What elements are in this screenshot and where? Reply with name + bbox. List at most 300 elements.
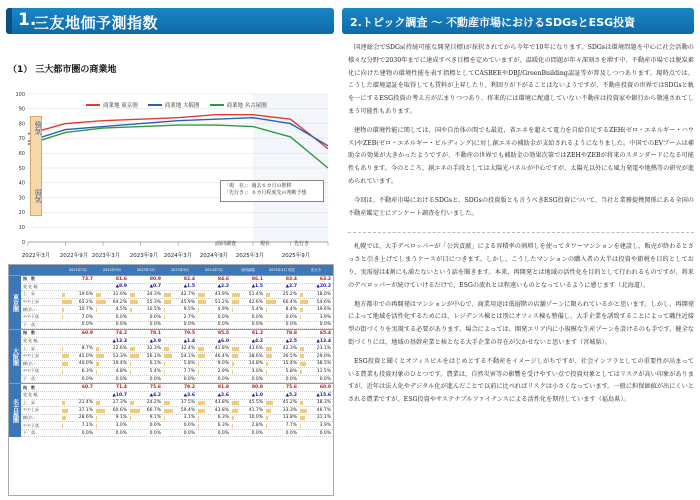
pred-label-outlook: 先行き bbox=[294, 241, 310, 247]
cell-value: 10.7% bbox=[78, 307, 93, 313]
table-cell bbox=[95, 353, 129, 360]
table-cell bbox=[129, 430, 163, 437]
share-bar bbox=[96, 409, 105, 413]
cell-value: 41.8% bbox=[214, 346, 229, 352]
bullish-label: 強気 bbox=[34, 121, 42, 135]
cell-value: ▲10.7 bbox=[112, 392, 127, 398]
table-cell bbox=[299, 376, 333, 383]
note-line: 「現 在」：過去６カ月の推移 bbox=[224, 183, 292, 189]
section-title: 三友地価予測指数 bbox=[34, 14, 159, 32]
share-bar bbox=[62, 370, 63, 374]
row-label: 指 数 bbox=[23, 330, 35, 336]
article-paragraph: 建物の環境性能に関しては、国や自治体の間でも最近、省エネを超えて電力を自給自足するZEH(ゼロ・エネルギー・ハウス)やZEB(ゼロ・エネルギー・ビルディング)に対し創エネの補助金が支給されるようになりました。中国でのEVブームは補助金の効果が大きかったようですが、不動産の世界でも補助金の効果次第ではZEHやZEBが将来のスタンダードになる可能性もあります。今のところ、創エネの手段としては太陽光パネルが中心ですが、太陽光以外にも風力発電や地熱等の研究が進められています。 bbox=[348, 126, 695, 185]
table-cell bbox=[61, 306, 95, 313]
share-bar bbox=[300, 424, 301, 428]
table-cell bbox=[265, 322, 299, 329]
table-cell bbox=[61, 314, 95, 321]
table-cell bbox=[61, 407, 95, 414]
table-cell bbox=[95, 299, 129, 306]
share-bar bbox=[266, 416, 268, 420]
table-cell bbox=[95, 368, 129, 375]
cell-value: 4.9% bbox=[217, 307, 229, 313]
cell-value: 45.5% bbox=[248, 400, 263, 406]
share-bar bbox=[266, 300, 276, 304]
cell-value: 0.0% bbox=[183, 423, 195, 429]
table-cell bbox=[129, 322, 163, 329]
cell-value: 54.6% bbox=[316, 299, 331, 305]
cell-value: 63.2 bbox=[319, 276, 331, 282]
share-bar bbox=[198, 416, 199, 420]
cell-value: 9.1% bbox=[149, 415, 161, 421]
table-cell bbox=[61, 384, 95, 391]
cell-value: 0.0% bbox=[149, 376, 161, 382]
share-bar bbox=[232, 354, 238, 358]
cell-value: ▲0.7 bbox=[149, 284, 161, 290]
table-cell bbox=[95, 284, 129, 291]
cell-value: 2.8% bbox=[251, 423, 263, 429]
table-cell bbox=[299, 368, 333, 375]
cell-value: 45.9% bbox=[180, 299, 195, 305]
cell-value: 10.0% bbox=[248, 415, 263, 421]
table-cell bbox=[299, 322, 333, 329]
table-cell bbox=[265, 330, 299, 337]
y-tick-label: 70 bbox=[18, 136, 25, 143]
share-bar bbox=[198, 347, 204, 351]
legend-item-osaka bbox=[148, 101, 200, 109]
table-row bbox=[21, 330, 333, 338]
legend-label: 商業地 名古屋圏 bbox=[226, 103, 267, 109]
table-cell bbox=[95, 422, 129, 429]
cell-value: 55.3% bbox=[146, 299, 161, 305]
table-row bbox=[21, 415, 333, 423]
cell-value: 66.4% bbox=[282, 299, 297, 305]
cell-value: 28.6% bbox=[78, 415, 93, 421]
region-label: 東京圏 bbox=[9, 276, 21, 329]
share-bar bbox=[62, 293, 65, 297]
table-cell bbox=[231, 299, 265, 306]
table-cell bbox=[265, 400, 299, 407]
cell-value: 0.0% bbox=[285, 430, 297, 436]
table-cell bbox=[61, 322, 95, 329]
table-cell bbox=[95, 276, 129, 283]
cell-value: ▲1.0 bbox=[251, 392, 263, 398]
cell-value: 6.1% bbox=[149, 361, 161, 367]
share-bar bbox=[266, 308, 267, 312]
cell-value: 10.5% bbox=[146, 307, 161, 313]
share-bar bbox=[300, 370, 302, 374]
table-cell bbox=[95, 361, 129, 368]
row-label: 指 数 bbox=[23, 276, 35, 282]
cell-value: 60.9 bbox=[81, 330, 93, 336]
cell-value: 82.4 bbox=[183, 276, 195, 282]
row-label: 横ばい bbox=[23, 414, 35, 420]
cell-value: 29.0% bbox=[316, 353, 331, 359]
share-bar bbox=[96, 401, 100, 405]
cell-value: ▲13.4 bbox=[316, 338, 331, 344]
table-cell bbox=[265, 392, 299, 399]
share-bar bbox=[130, 354, 139, 358]
share-bar bbox=[96, 354, 104, 358]
cell-value: ▲4.2 bbox=[149, 392, 161, 398]
table-cell bbox=[163, 376, 197, 383]
table-row bbox=[21, 322, 333, 330]
table-cell bbox=[231, 361, 265, 368]
table-region bbox=[9, 383, 333, 437]
cell-value: 0.0% bbox=[183, 376, 195, 382]
table-cell bbox=[231, 353, 265, 360]
table-cell bbox=[95, 392, 129, 399]
table-cell bbox=[197, 276, 231, 283]
cell-value: 78.8 bbox=[285, 330, 297, 336]
legend-swatch bbox=[210, 104, 224, 106]
cell-value: 3.0% bbox=[251, 368, 263, 374]
table-cell bbox=[129, 376, 163, 383]
cell-value: 7.7% bbox=[285, 423, 297, 429]
table-row bbox=[21, 422, 333, 430]
cell-value: 9.1% bbox=[115, 415, 127, 421]
share-bar bbox=[96, 416, 97, 420]
cell-value: 22.6% bbox=[112, 346, 127, 352]
table-cell bbox=[265, 306, 299, 313]
share-bar bbox=[62, 362, 68, 366]
table-header-cell: 2022年3月 bbox=[68, 268, 88, 272]
cell-value: ▲15.6 bbox=[316, 392, 331, 398]
table-cell bbox=[95, 322, 129, 329]
cell-value: 75.6 bbox=[149, 385, 161, 391]
cell-value: 8.4% bbox=[285, 307, 297, 313]
table-header-lead bbox=[9, 265, 61, 275]
table-cell bbox=[95, 291, 129, 298]
share-bar bbox=[232, 300, 239, 304]
cell-value: ▲2.5 bbox=[285, 338, 297, 344]
cell-value: 5.4% bbox=[251, 307, 263, 313]
note-line: 「先行き」：６カ月程度先の判断予想 bbox=[224, 190, 307, 196]
cell-value: 78.1 bbox=[149, 330, 161, 336]
table-cell bbox=[299, 422, 333, 429]
legend-item-nagoya bbox=[210, 101, 267, 109]
share-bar bbox=[266, 409, 271, 413]
row-label: 変 化 幅 bbox=[23, 392, 38, 398]
share-bar bbox=[96, 370, 97, 374]
region-rows bbox=[21, 330, 333, 383]
table-cell bbox=[61, 345, 95, 352]
table-row bbox=[21, 314, 333, 322]
table-cell bbox=[163, 361, 197, 368]
table-cell bbox=[163, 392, 197, 399]
table-cell bbox=[231, 384, 265, 391]
table-cell bbox=[265, 430, 299, 437]
legend-label: 商業地 東京圏 bbox=[103, 103, 138, 109]
cell-value: 18.0% bbox=[316, 291, 331, 297]
table-cell bbox=[129, 306, 163, 313]
table-cell bbox=[129, 384, 163, 391]
cell-value: 6.3% bbox=[217, 423, 229, 429]
cell-value: 0.0% bbox=[285, 314, 297, 320]
share-bar bbox=[130, 293, 135, 297]
table-cell bbox=[197, 345, 231, 352]
table-cell bbox=[163, 422, 197, 429]
cell-value: 0.0% bbox=[285, 322, 297, 328]
y-tick-label: 60 bbox=[18, 151, 25, 157]
table-cell bbox=[163, 384, 197, 391]
chart-note bbox=[220, 180, 324, 202]
share-bar bbox=[198, 308, 199, 312]
cell-value: 9.5% bbox=[183, 307, 195, 313]
table-cell bbox=[265, 376, 299, 383]
table-cell bbox=[197, 314, 231, 321]
table-cell bbox=[265, 361, 299, 368]
table-cell bbox=[61, 415, 95, 422]
table-cell bbox=[95, 407, 129, 414]
table-cell bbox=[61, 284, 95, 291]
cell-value: 81.3 bbox=[251, 330, 263, 336]
share-bar bbox=[96, 308, 97, 312]
table-cell bbox=[197, 368, 231, 375]
cell-value: 42.7% bbox=[180, 291, 195, 297]
table-cell bbox=[129, 276, 163, 283]
cell-value: 85.5 bbox=[217, 330, 229, 336]
share-bar bbox=[62, 409, 68, 413]
table-header-cell: 2024年3月 bbox=[204, 268, 224, 272]
article-body bbox=[348, 42, 694, 413]
cell-value: 38.5% bbox=[316, 361, 331, 367]
cell-value: 15.4% bbox=[282, 361, 297, 367]
share-bar bbox=[198, 409, 205, 413]
table-cell bbox=[265, 407, 299, 414]
table-cell bbox=[163, 276, 197, 283]
share-bar bbox=[300, 362, 306, 366]
x-axis bbox=[21, 248, 326, 262]
share-bar bbox=[62, 308, 64, 312]
table-cell bbox=[231, 276, 265, 283]
cell-value: ▲1.5 bbox=[183, 284, 195, 290]
table-cell bbox=[265, 338, 299, 345]
table-header-cell: 2023年3月 bbox=[136, 268, 156, 272]
share-bar bbox=[164, 362, 165, 366]
cell-value: 0.0% bbox=[115, 376, 127, 382]
table-row bbox=[21, 353, 333, 361]
cell-value: 43.9% bbox=[214, 291, 229, 297]
line-chart bbox=[8, 86, 334, 266]
cell-value: ▲13.3 bbox=[112, 338, 127, 344]
cell-value: 31.1% bbox=[316, 415, 331, 421]
cell-value: 53.3% bbox=[112, 353, 127, 359]
table-cell bbox=[61, 430, 95, 437]
row-label: やや上昇 bbox=[23, 299, 39, 305]
table-cell bbox=[265, 384, 299, 391]
share-bar bbox=[96, 347, 99, 351]
cell-value: ▲2.6 bbox=[217, 392, 229, 398]
table-cell bbox=[231, 400, 265, 407]
cell-value: 38.6% bbox=[248, 353, 263, 359]
section-header-topic bbox=[342, 8, 694, 34]
table-cell bbox=[299, 314, 333, 321]
cell-value: 21.4% bbox=[78, 400, 93, 406]
subsection-title: （1） 三大都市圏の商業地 bbox=[8, 65, 117, 75]
cell-value: 7.7% bbox=[183, 368, 195, 374]
share-bar bbox=[300, 308, 303, 312]
table-cell bbox=[95, 384, 129, 391]
table-cell bbox=[299, 392, 333, 399]
table-cell bbox=[129, 368, 163, 375]
cell-value: 79.5 bbox=[183, 330, 195, 336]
legend-label: 商業地 大阪圏 bbox=[164, 103, 200, 109]
table-cell bbox=[61, 361, 95, 368]
table-body bbox=[9, 275, 333, 437]
table-header-cell: 前回調査 bbox=[241, 268, 255, 272]
share-bar bbox=[130, 416, 131, 420]
table-cell bbox=[197, 322, 231, 329]
y-tick-label: 50 bbox=[18, 165, 25, 172]
cell-value: 45.0% bbox=[78, 353, 93, 359]
cell-value: 75.6 bbox=[285, 385, 297, 391]
x-tick: 2022年9月 bbox=[59, 253, 89, 259]
table-cell bbox=[95, 415, 129, 422]
table-cell bbox=[299, 345, 333, 352]
y-tick-label: 40 bbox=[18, 180, 25, 187]
table-cell bbox=[299, 276, 333, 283]
legend-swatch bbox=[148, 104, 162, 106]
table-cell bbox=[197, 384, 231, 391]
table-row bbox=[21, 284, 333, 292]
share-bar bbox=[266, 401, 273, 405]
share-bar bbox=[300, 409, 307, 413]
row-label: 下 落 bbox=[23, 321, 35, 327]
table-cell bbox=[163, 291, 197, 298]
cell-value: 80.9 bbox=[149, 276, 161, 282]
table-cell bbox=[163, 314, 197, 321]
article-paragraph: 今回は、不動産市場におけるSDGsと、SDGsの投資版とも言うべきESG投資について、当社と業務提携関係にある全国の不動産鑑定士にアンケート調査を行いました。 bbox=[348, 196, 694, 217]
cell-value: 51.2% bbox=[214, 299, 229, 305]
table-cell bbox=[61, 376, 95, 383]
table-cell bbox=[299, 338, 333, 345]
share-bar bbox=[164, 370, 165, 374]
table-cell bbox=[163, 322, 197, 329]
share-bar bbox=[62, 300, 72, 304]
table-cell bbox=[265, 353, 299, 360]
table-cell bbox=[197, 400, 231, 407]
row-label: 横ばい bbox=[23, 360, 35, 366]
cell-value: 3.0% bbox=[115, 423, 127, 429]
chart-legend bbox=[86, 101, 267, 109]
table-row bbox=[21, 376, 333, 384]
table-region bbox=[9, 329, 333, 383]
table-cell bbox=[95, 430, 129, 437]
table-cell bbox=[299, 415, 333, 422]
share-bar bbox=[198, 401, 205, 405]
table-cell bbox=[61, 422, 95, 429]
row-label: やや上昇 bbox=[23, 407, 39, 413]
article-paragraph: 札幌では、大手デベロッパーが「公共貢献」による容積率の割増しを使ってタワーマンションを建設し、販売が終わるとさっさと引き上げてしまうケースが目につきます。しかし、こうしたマンションの購入者の大半は投資や節税を目的としており、実需層は4割にも満たないという話を聞きます。本来、再開発とは地域の活性化を目的として行われるものですが、将来のデベロッパーが続けていけるだけで、ESGの流れとは程遠いものとなっているように感じます（北海道）。 bbox=[348, 243, 694, 289]
table-cell bbox=[129, 400, 163, 407]
share-bar bbox=[300, 293, 303, 297]
cell-value: 0.0% bbox=[319, 322, 331, 328]
cell-value: ▲4.2 bbox=[251, 338, 263, 344]
article-paragraph: 国連総会でSDGs(持続可能な開発目標)が採択されてから今年で10年になります。SDGsは環境問題を中心に社会活動の様々な分野で2030年までに達成すべき目標を定めていますが、温暖化の問題が年々深刻さを増す中、不動産市場では脱炭素化に向けた建物の環境性能を表す指標としてCASBEEやDBJ/GreenBuilding認証等が普及しつつあります。現時点では、こうした環境認証を取得しても賃料が上昇したり、利回りが下がることはないようですが、不動産投資の世界ではSDGsと軌を一にするESG投資の考え方が広まりつつあり、将来的には環境に配慮していない不動産は投資家や銀行から敬遠されてしまう可能性もあります。 bbox=[348, 44, 694, 115]
cell-value: 37.5% bbox=[180, 400, 195, 406]
cell-value: 45.2% bbox=[282, 400, 297, 406]
share-bar bbox=[266, 347, 272, 351]
table-region bbox=[9, 275, 333, 329]
table-cell bbox=[197, 353, 231, 360]
cell-value: 25.2% bbox=[282, 291, 297, 297]
table-cell bbox=[61, 299, 95, 306]
share-bar bbox=[130, 370, 131, 374]
cell-value: 60.7 bbox=[81, 385, 93, 391]
cell-value: 0.0% bbox=[217, 376, 229, 382]
cell-value: ▲3.6 bbox=[183, 392, 195, 398]
table-cell bbox=[197, 376, 231, 383]
cell-value: 37.1% bbox=[78, 407, 93, 413]
table-cell bbox=[231, 314, 265, 321]
table-cell bbox=[197, 306, 231, 313]
forecast-table bbox=[8, 264, 334, 496]
table-cell bbox=[197, 392, 231, 399]
cell-value: ▲2.2 bbox=[217, 284, 229, 290]
cell-value: 5.8% bbox=[285, 368, 297, 374]
cell-value: 2.7% bbox=[183, 314, 195, 320]
cell-value: 0.0% bbox=[285, 376, 297, 382]
table-cell bbox=[129, 338, 163, 345]
region-rows bbox=[21, 384, 333, 437]
cell-value: 84.6 bbox=[217, 276, 229, 282]
cell-value: 2.9% bbox=[217, 368, 229, 374]
table-row bbox=[21, 400, 333, 408]
table-cell bbox=[129, 407, 163, 414]
table-cell bbox=[197, 415, 231, 422]
topic-title: 2.トピック調査 ～ 不動産市場におけるSDGsとESG投資 bbox=[350, 16, 636, 29]
y-tick-label: 90 bbox=[18, 106, 25, 113]
table-cell bbox=[265, 276, 299, 283]
x-tick: 2023年3月 bbox=[91, 253, 121, 259]
cell-value: 42.6% bbox=[248, 299, 263, 305]
y-tick-label: 10 bbox=[18, 225, 25, 231]
table-cell bbox=[129, 284, 163, 291]
table-row bbox=[21, 291, 333, 299]
share-bar bbox=[198, 424, 199, 428]
cell-value: 0.0% bbox=[115, 322, 127, 328]
cell-value: 0.0% bbox=[149, 423, 161, 429]
cell-value: 0.0% bbox=[149, 322, 161, 328]
table-cell bbox=[197, 291, 231, 298]
cell-value: 80.8 bbox=[251, 385, 263, 391]
share-bar bbox=[130, 362, 131, 366]
cell-value: 23.1% bbox=[316, 346, 331, 352]
row-label: やや下落 bbox=[23, 422, 39, 428]
table-row bbox=[21, 299, 333, 307]
table-cell bbox=[129, 345, 163, 352]
table-cell bbox=[95, 314, 129, 321]
cell-value: ▲1.5 bbox=[251, 284, 263, 290]
chart-svg bbox=[8, 86, 334, 256]
table-cell bbox=[299, 306, 333, 313]
share-bar bbox=[96, 293, 101, 297]
table-cell bbox=[299, 353, 333, 360]
cell-value: 14.8% bbox=[248, 361, 263, 367]
cell-value: 0.0% bbox=[319, 376, 331, 382]
region-label: 名古屋圏 bbox=[9, 384, 21, 437]
cell-value: 5.8% bbox=[183, 361, 195, 367]
cell-value: 3.9% bbox=[319, 423, 331, 429]
cell-value: 32.3% bbox=[146, 346, 161, 352]
table-row bbox=[21, 430, 333, 438]
cell-value: 0.0% bbox=[149, 430, 161, 436]
row-label: やや下落 bbox=[23, 368, 39, 374]
cell-value: 0.0% bbox=[81, 376, 93, 382]
share-bar bbox=[96, 300, 106, 304]
table-cell bbox=[299, 400, 333, 407]
cell-value: 41.7% bbox=[248, 407, 263, 413]
